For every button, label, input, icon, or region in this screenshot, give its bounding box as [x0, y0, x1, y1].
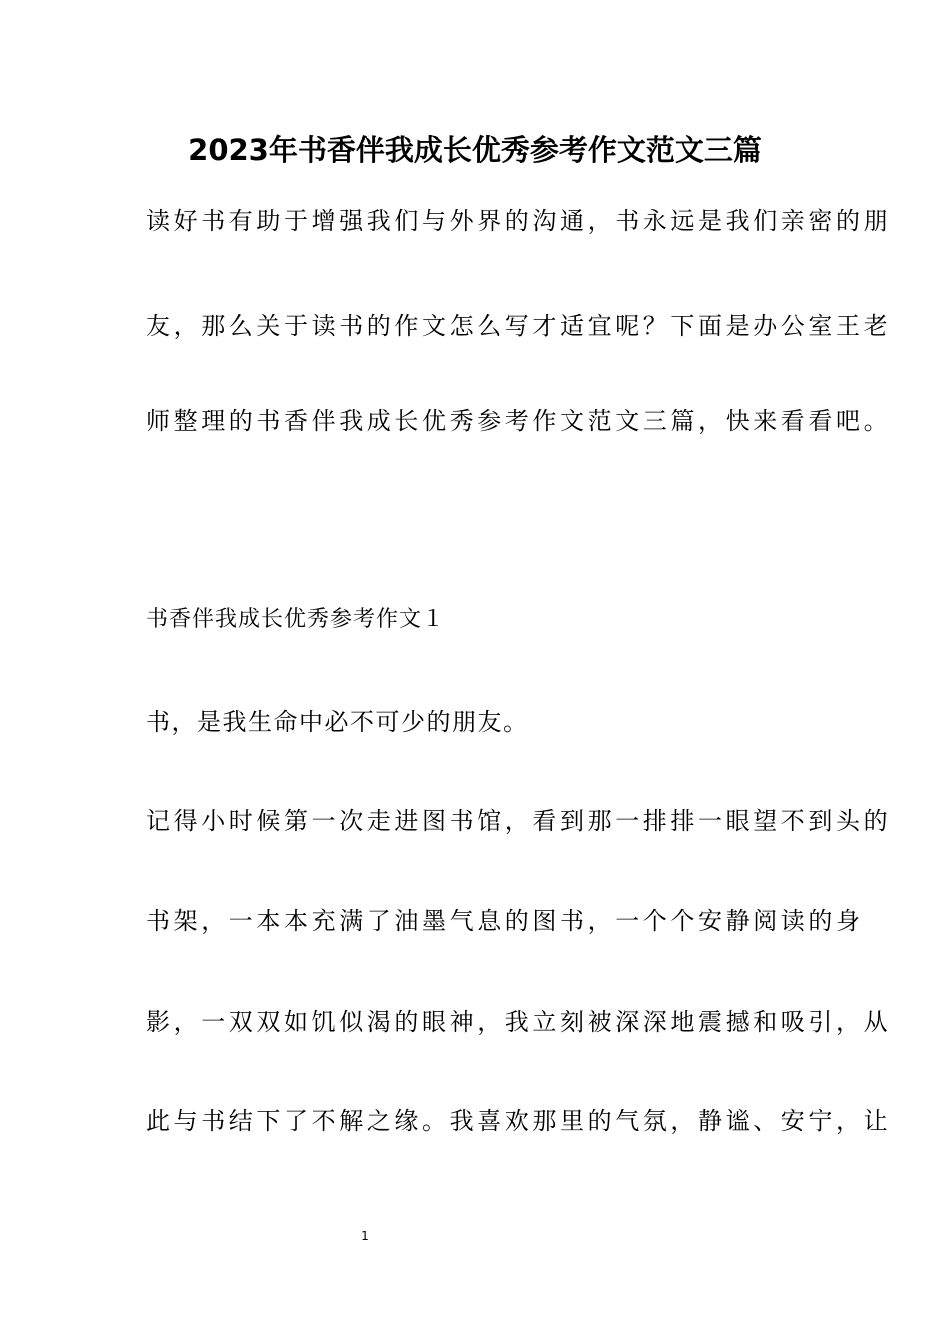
body-line-1: 书，是我生命中必不可少的朋友。 [146, 708, 529, 736]
page-number: 1 [361, 1229, 369, 1243]
section-heading: 书香伴我成长优秀参考作文１ [146, 607, 446, 632]
intro-line-2: 友，那么关于读书的作文怎么写才适宜呢？下面是办公室王老 [146, 312, 892, 340]
body-line-5: 此与书结下了不解之缘。我喜欢那里的气氛，静谧、安宁，让 [146, 1107, 892, 1135]
document-title: 2023年书香伴我成长优秀参考作文范文三篇 [188, 133, 762, 167]
intro-line-1: 读好书有助于增强我们与外界的沟通，书永远是我们亲密的朋 [146, 207, 892, 235]
intro-line-3: 师整理的书香伴我成长优秀参考作文范文三篇，快来看看吧。 [146, 407, 892, 435]
body-line-3: 书架，一本本充满了油墨气息的图书，一个个安静阅读的身 [146, 907, 864, 935]
body-line-2: 记得小时候第一次走进图书馆，看到那一排排一眼望不到头的 [146, 807, 892, 835]
body-line-4: 影，一双双如饥似渴的眼神，我立刻被深深地震撼和吸引，从 [146, 1008, 892, 1036]
